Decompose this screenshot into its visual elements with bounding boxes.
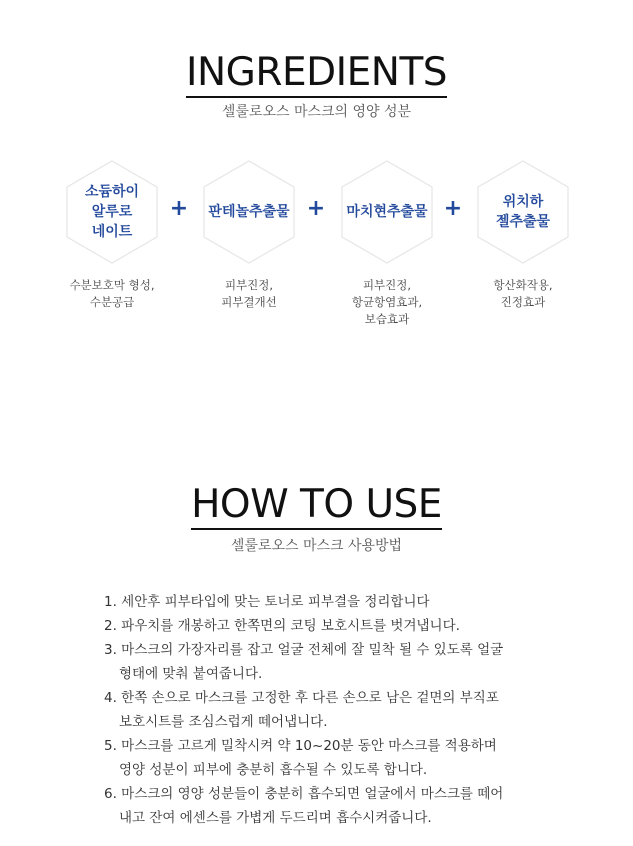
plus-icon: + (443, 196, 463, 221)
plus-icon: + (169, 196, 189, 221)
ingredient-desc: 피부진정, 항균항염효과, 보습효과 (351, 278, 423, 326)
step-line: 내고 잔여 에센스를 가볍게 두드리며 흡수시켜줍니다. (119, 810, 432, 826)
ingredients-title: INGREDIENTS (0, 50, 633, 98)
step-item (104, 686, 564, 734)
step-item (104, 590, 564, 614)
step-line: 2. 파우치를 개봉하고 한쪽면의 코팅 보호시트를 벗겨냅니다. (104, 618, 460, 634)
step-item (104, 638, 564, 686)
step-line: 5. 마스크를 고르게 밀착시켜 약 10~20분 동안 마스크를 적용하며 (104, 738, 497, 754)
ingredient-desc: 항산화작용, 진정효과 (493, 278, 553, 309)
ingredient-hex-1 (66, 160, 158, 264)
ingredient-desc: 피부진정, 피부결개선 (221, 278, 277, 309)
plus-icon: + (306, 196, 326, 221)
ingredient-hex-4 (477, 160, 569, 264)
ingredient-name: 판테놀추출물 (208, 204, 290, 220)
usage-steps-list (104, 590, 564, 830)
step-line: 6. 마스크의 영양 성분들이 충분히 흡수되면 얼굴에서 마스크를 떼어 (104, 786, 504, 802)
how-to-use-subtitle: 셀룰로오스 마스크 사용방법 (230, 538, 403, 554)
ingredient-hex-2 (203, 160, 295, 264)
step-line: 형태에 맞춰 붙여줍니다. (119, 666, 263, 682)
ingredient-desc: 수분보호막 형성, 수분공급 (69, 278, 155, 309)
ingredient-hex-3 (341, 160, 433, 264)
ingredients-subtitle: 셀룰로오스 마스크의 영양 성분 (221, 104, 412, 120)
step-line: 3. 마스크의 가장자리를 잡고 얼굴 전체에 잘 밀착 될 수 있도록 얼굴 (104, 642, 504, 658)
step-line: 4. 한쪽 손으로 마스크를 고정한 후 다른 손으로 남은 겉면의 부직포 (104, 690, 499, 706)
ingredient-name: 마치현추출물 (346, 204, 428, 220)
step-line: 영양 성분이 피부에 충분히 흡수될 수 있도록 합니다. (119, 762, 428, 778)
ingredient-name: 위치하 젤추출물 (495, 194, 551, 230)
step-item (104, 614, 564, 638)
how-to-use-title: HOW TO USE (0, 482, 633, 530)
step-line: 1. 세안후 피부타입에 맞는 토너로 피부결을 정리합니다 (104, 594, 430, 610)
step-item (104, 734, 564, 782)
ingredient-name: 소듐하이 알루로 네이트 (84, 184, 140, 240)
step-item (104, 782, 564, 830)
step-line: 보호시트를 조심스럽게 떼어냅니다. (119, 714, 328, 730)
